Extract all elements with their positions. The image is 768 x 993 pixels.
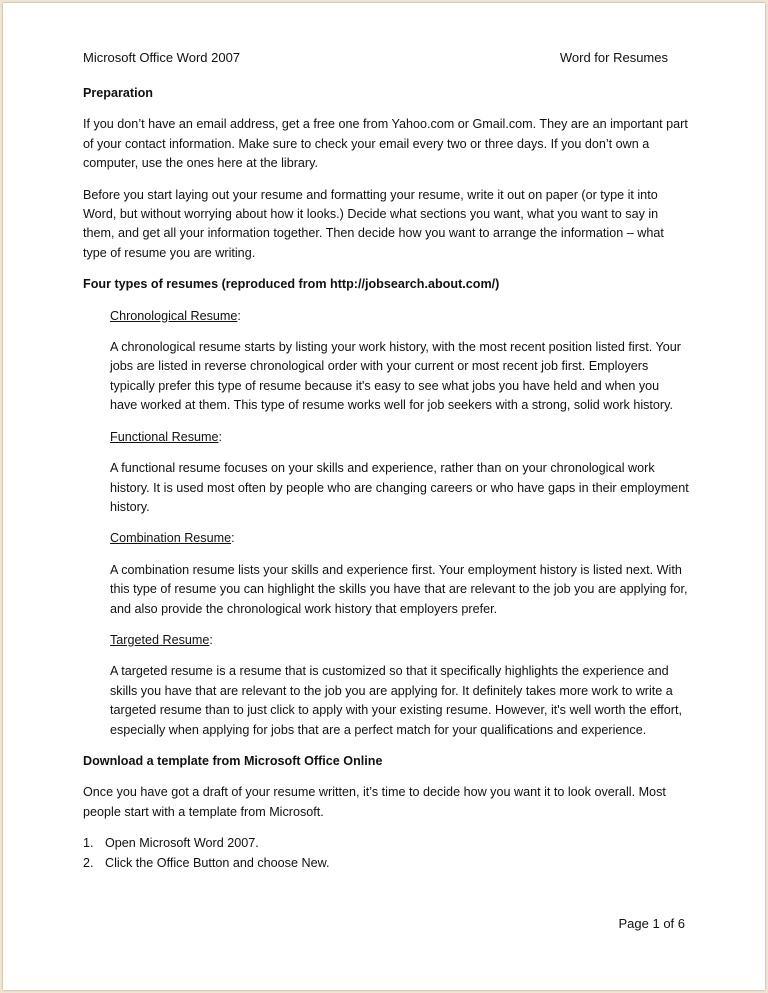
step-text: Click the Office Button and choose New. — [105, 855, 330, 870]
resume-type-description-functional: A functional resume focuses on your skills and experience, rather than on your chronological work history. It is used most often by people who are changing careers or who have gaps in their employment history. — [110, 461, 689, 514]
resume-types-list — [83, 307, 689, 740]
resume-type-colon: : — [231, 531, 235, 546]
resume-type-colon: : — [218, 429, 222, 444]
step-number: 1. — [83, 836, 94, 851]
steps-list — [83, 834, 689, 873]
step-number: 2. — [83, 855, 94, 870]
step-text: Open Microsoft Word 2007. — [105, 836, 259, 851]
download-paragraph: Once you have got a draft of your resume written, it’s time to decide how you want it to look overall. Most people start with a template from Microsoft. — [83, 785, 666, 819]
header-left-text: Microsoft Office Word 2007 — [83, 50, 241, 65]
preparation-heading: Preparation — [83, 86, 153, 100]
resume-type-title-functional — [110, 428, 689, 447]
resume-type-colon: : — [209, 632, 213, 647]
resume-type-title-chronological — [110, 307, 689, 326]
resume-type-title-combination — [110, 529, 689, 548]
resume-type-title-text: Combination Resume — [110, 531, 232, 546]
resume-type-colon: : — [237, 308, 241, 323]
list-item — [83, 834, 689, 853]
resume-type-title-text: Chronological Resume — [110, 308, 238, 323]
preparation-paragraph-2: Before you start laying out your resume and formatting your resume, write it out on paper (or type it into Word, but without worrying about how it looks.) Decide what sections you want, what you want to say in them, and get all your information together. Then decide how you want to arrange the information – what type of resume you are writing. — [83, 187, 664, 260]
header-right-text: Word for Resumes — [559, 50, 668, 65]
resume-type-description-targeted: A targeted resume is a resume that is customized so that it specifically highlights the experience and skills you have that are relevant to the job you are applying for. It definitely takes more work to write a targeted resume than to just click to apply with your existing resume. However, it's well worth the effort, especially when applying for jobs that are a perfect match for your qualifications and experience. — [110, 664, 682, 737]
document-body — [83, 84, 689, 873]
preparation-paragraph-1: If you don’t have an email address, get a free one from Yahoo.com or Gmail.com. They are an important part of your contact information. Make sure to check your email every two or three days. If you don’t own a computer, use the ones here at the library. — [83, 117, 688, 171]
resume-type-description-chronological: A chronological resume starts by listing your work history, with the most recent position listed first. Your jobs are listed in reverse chronological order with your current or most recent job first. Employers typically prefer this type of resume because it's easy to see what jobs you have held and when you have worked at them. This type of resume works well for job seekers with a strong, solid work history. — [110, 340, 681, 413]
document-page — [3, 3, 765, 990]
list-item — [83, 854, 689, 873]
page-number: Page 1 of 6 — [618, 916, 685, 931]
resume-type-description-combination: A combination resume lists your skills and experience first. Your employment history is listed next. With this type of resume you can highlight the skills you have that are relevant to the job you are applying for, and also provide the chronological work history that employers prefer. — [110, 562, 688, 616]
resume-type-title-targeted — [110, 631, 689, 650]
resume-type-title-text: Functional Resume — [110, 429, 219, 444]
download-heading: Download a template from Microsoft Office Online — [83, 753, 383, 768]
resume-type-title-text: Targeted Resume — [110, 632, 210, 647]
resume-types-heading: Four types of resumes (reproduced from http://jobsearch.about.com/) — [83, 277, 500, 292]
